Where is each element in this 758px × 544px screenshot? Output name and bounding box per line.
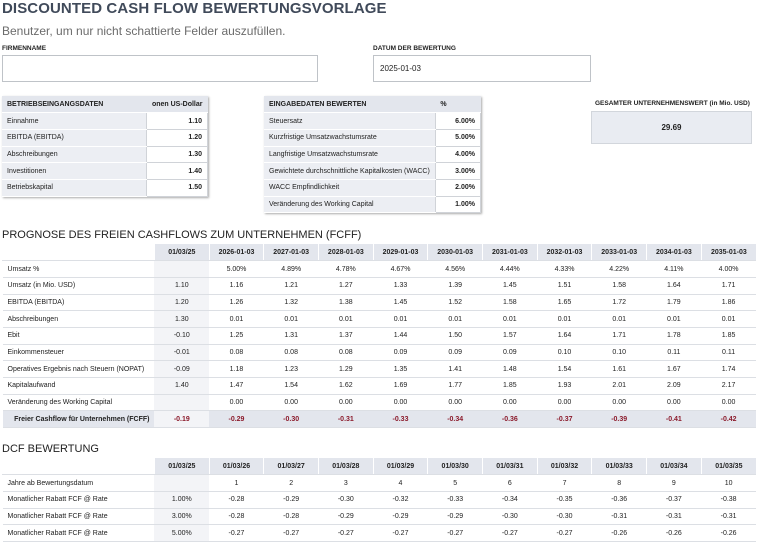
cell-value: -0.30 bbox=[483, 508, 538, 525]
cell-value: -0.27 bbox=[537, 525, 592, 542]
cell-value[interactable]: 3.00% bbox=[435, 163, 480, 180]
cell-value: 1.44 bbox=[373, 327, 428, 344]
cell-value: 2 bbox=[264, 475, 319, 492]
cell-value: 5.00% bbox=[154, 525, 209, 542]
cell-value: 4.56% bbox=[428, 261, 483, 278]
cell-value: 0.00 bbox=[483, 394, 538, 411]
cell-value: 1.71 bbox=[701, 277, 756, 294]
operating-input-table bbox=[2, 96, 208, 197]
fcff-row bbox=[3, 361, 757, 378]
row-label: Monatlicher Rabatt FCF @ Rate bbox=[3, 491, 155, 508]
cell-value: 0.10 bbox=[537, 344, 592, 361]
cell-value: -0.30 bbox=[537, 508, 592, 525]
cell-value: 1.27 bbox=[319, 277, 374, 294]
cell-value: 9 bbox=[647, 475, 702, 492]
row-label: Kapitalaufwand bbox=[3, 378, 155, 395]
rates-row bbox=[264, 113, 481, 130]
cell-value: 4.33% bbox=[537, 261, 592, 278]
cell-value: -0.28 bbox=[209, 491, 264, 508]
cell-value: 1.45 bbox=[373, 294, 428, 311]
cell-value: -0.36 bbox=[592, 491, 647, 508]
cell-value: 0.01 bbox=[319, 311, 374, 328]
cell-value: 0.01 bbox=[537, 311, 592, 328]
cell-value: -0.31 bbox=[647, 508, 702, 525]
cell-value: 1.61 bbox=[592, 361, 647, 378]
column-header: 01/03/25 bbox=[154, 458, 209, 475]
cell-value: 4.11% bbox=[647, 261, 702, 278]
cell-value: 0.01 bbox=[701, 311, 756, 328]
valuation-date-input[interactable]: 2025-01-03 bbox=[373, 55, 591, 82]
cell-value: -0.19 bbox=[154, 411, 209, 428]
row-label: Abschreibungen bbox=[2, 146, 147, 163]
column-header: 01/03/28 bbox=[319, 458, 374, 475]
cell-value: 0.01 bbox=[592, 311, 647, 328]
row-label: Betriebskapital bbox=[2, 179, 147, 196]
row-label: Monatlicher Rabatt FCF @ Rate bbox=[3, 508, 155, 525]
cell-value: -0.27 bbox=[264, 525, 319, 542]
row-label: Langfristige Umsatzwachstumsrate bbox=[264, 146, 435, 163]
column-header: 01/03/30 bbox=[428, 458, 483, 475]
cell-value: 1.26 bbox=[209, 294, 264, 311]
cell-value: -0.34 bbox=[428, 411, 483, 428]
cell-value: 0.01 bbox=[428, 311, 483, 328]
row-label: Gewichtete durchschnittliche Kapitalkosten (WACC) bbox=[264, 163, 435, 180]
cell-value: 1 bbox=[209, 475, 264, 492]
cell-value: -0.10 bbox=[154, 327, 209, 344]
cell-value: 1.37 bbox=[319, 327, 374, 344]
column-header: 01/03/31 bbox=[483, 458, 538, 475]
column-header: 2030-01-03 bbox=[428, 244, 483, 261]
fcff-row bbox=[3, 394, 757, 411]
cell-value: -0.32 bbox=[373, 491, 428, 508]
cell-value: 1.72 bbox=[592, 294, 647, 311]
cell-value[interactable]: 1.30 bbox=[147, 146, 208, 163]
cell-value: 1.35 bbox=[373, 361, 428, 378]
cell-value: 4.44% bbox=[483, 261, 538, 278]
cell-value: -0.29 bbox=[319, 508, 374, 525]
cell-value: 1.10 bbox=[154, 277, 209, 294]
rates-row bbox=[264, 129, 481, 146]
cell-value: % bbox=[435, 96, 480, 113]
cell-value bbox=[154, 475, 209, 492]
cell-value: 0.09 bbox=[428, 344, 483, 361]
cell-value: -0.01 bbox=[154, 344, 209, 361]
cell-value: 0.01 bbox=[483, 311, 538, 328]
cell-value: -0.28 bbox=[264, 508, 319, 525]
cell-value: 0.01 bbox=[209, 311, 264, 328]
cell-value: 1.25 bbox=[209, 327, 264, 344]
row-label: EBITDA (EBITDA) bbox=[3, 294, 155, 311]
cell-value: 1.67 bbox=[647, 361, 702, 378]
cell-value: 2.09 bbox=[647, 378, 702, 395]
dcf-section-title: DCF BEWERTUNG bbox=[2, 443, 99, 455]
cell-value: 1.47 bbox=[209, 378, 264, 395]
cell-value[interactable]: 1.40 bbox=[147, 163, 208, 180]
fcff-row bbox=[3, 378, 757, 395]
rates-row bbox=[264, 146, 481, 163]
row-label: Ebit bbox=[3, 327, 155, 344]
cell-value: 0.01 bbox=[264, 311, 319, 328]
row-label: Umsatz (in Mio. USD) bbox=[3, 277, 155, 294]
cell-value: 0.00 bbox=[373, 394, 428, 411]
fcff-row bbox=[3, 344, 757, 361]
cell-value: 1.40 bbox=[154, 378, 209, 395]
cell-value: -0.26 bbox=[647, 525, 702, 542]
row-label: Monatlicher Rabatt FCF @ Rate bbox=[3, 525, 155, 542]
row-label: Kurzfristige Umsatzwachstumsrate bbox=[264, 129, 435, 146]
total-value-label: GESAMTER UNTERNEHMENSWERT (in Mio. USD) bbox=[595, 100, 750, 107]
row-label: EBITDA (EBITDA) bbox=[2, 129, 147, 146]
fcff-table bbox=[2, 244, 756, 428]
column-header bbox=[3, 458, 155, 475]
column-header: 2026-01-03 bbox=[209, 244, 264, 261]
column-header: 2035-01-03 bbox=[701, 244, 756, 261]
fcff-row bbox=[3, 277, 757, 294]
cell-value: 1.54 bbox=[537, 361, 592, 378]
cell-value: 1.58 bbox=[592, 277, 647, 294]
cell-value: 0.00 bbox=[264, 394, 319, 411]
cell-value: 1.71 bbox=[592, 327, 647, 344]
cell-value: 1.18 bbox=[209, 361, 264, 378]
row-label: Operatives Ergebnis nach Steuern (NOPAT) bbox=[3, 361, 155, 378]
column-header: 2031-01-03 bbox=[483, 244, 538, 261]
cell-value bbox=[154, 394, 209, 411]
cell-value: 4.00% bbox=[701, 261, 756, 278]
cell-value: -0.39 bbox=[592, 411, 647, 428]
cell-value[interactable]: 1.00% bbox=[435, 196, 480, 213]
cell-value: 1.41 bbox=[428, 361, 483, 378]
cell-value: -0.37 bbox=[537, 411, 592, 428]
cell-value: 4.89% bbox=[264, 261, 319, 278]
dcf-table bbox=[2, 458, 756, 542]
row-label: Einkommensteuer bbox=[3, 344, 155, 361]
column-header: 2033-01-03 bbox=[592, 244, 647, 261]
dcf-header-row bbox=[3, 458, 757, 475]
rates-row bbox=[264, 179, 481, 196]
cell-value: 1.39 bbox=[428, 277, 483, 294]
cell-value: -0.34 bbox=[483, 491, 538, 508]
dcf-row bbox=[3, 508, 757, 525]
cell-value: onen US-Dollar bbox=[147, 96, 208, 113]
cell-value: -0.31 bbox=[701, 508, 756, 525]
row-label: BETRIEBSEINGANGSDATEN bbox=[2, 96, 147, 113]
cell-value: 3.00% bbox=[154, 508, 209, 525]
cell-value: 1.16 bbox=[209, 277, 264, 294]
operating-header-row bbox=[2, 96, 208, 113]
cell-value: 0.00 bbox=[537, 394, 592, 411]
cell-value: 7 bbox=[537, 475, 592, 492]
cell-value: 0.00 bbox=[319, 394, 374, 411]
row-label: Freier Cashflow für Unternehmen (FCFF) bbox=[3, 411, 155, 428]
column-header: 01/03/27 bbox=[264, 458, 319, 475]
cell-value: -0.37 bbox=[647, 491, 702, 508]
cell-value: -0.30 bbox=[319, 491, 374, 508]
cell-value: 0.10 bbox=[592, 344, 647, 361]
dcf-row bbox=[3, 475, 757, 492]
fcff-row bbox=[3, 327, 757, 344]
cell-value: 1.58 bbox=[483, 294, 538, 311]
cell-value: -0.42 bbox=[701, 411, 756, 428]
cell-value: 0.11 bbox=[701, 344, 756, 361]
cell-value: -0.26 bbox=[592, 525, 647, 542]
cell-value: 0.01 bbox=[647, 311, 702, 328]
cell-value: 0.00 bbox=[428, 394, 483, 411]
cell-value: 4.67% bbox=[373, 261, 428, 278]
row-label: Jahre ab Bewertungsdatum bbox=[3, 475, 155, 492]
column-header: 2034-01-03 bbox=[647, 244, 702, 261]
cell-value: 5 bbox=[428, 475, 483, 492]
cell-value: -0.27 bbox=[209, 525, 264, 542]
cell-value: 3 bbox=[319, 475, 374, 492]
cell-value: -0.09 bbox=[154, 361, 209, 378]
valuation-date-label: DATUM DER BEWERTUNG bbox=[373, 45, 456, 52]
column-header: 2032-01-03 bbox=[537, 244, 592, 261]
column-header: 01/03/25 bbox=[154, 244, 209, 261]
cell-value: 0.00 bbox=[647, 394, 702, 411]
cell-value: 1.31 bbox=[264, 327, 319, 344]
column-header: 01/03/34 bbox=[647, 458, 702, 475]
cell-value: 8 bbox=[592, 475, 647, 492]
cell-value: 1.57 bbox=[483, 327, 538, 344]
page-title: DISCOUNTED CASH FLOW BEWERTUNGSVORLAGE bbox=[2, 0, 387, 17]
column-header: 2027-01-03 bbox=[264, 244, 319, 261]
cell-value: -0.29 bbox=[209, 411, 264, 428]
cell-value: 1.38 bbox=[319, 294, 374, 311]
cell-value: 0.01 bbox=[373, 311, 428, 328]
cell-value: 4.78% bbox=[319, 261, 374, 278]
cell-value: 6 bbox=[483, 475, 538, 492]
cell-value: -0.27 bbox=[373, 525, 428, 542]
column-header: 01/03/32 bbox=[537, 458, 592, 475]
row-label: EINGABEDATEN BEWERTEN bbox=[264, 96, 435, 113]
cell-value: 0.09 bbox=[483, 344, 538, 361]
cell-value: 1.23 bbox=[264, 361, 319, 378]
cell-value[interactable]: 1.20 bbox=[147, 129, 208, 146]
cell-value: 1.77 bbox=[428, 378, 483, 395]
cell-value: 0.00 bbox=[592, 394, 647, 411]
fcff-header-row bbox=[3, 244, 757, 261]
cell-value: -0.31 bbox=[319, 411, 374, 428]
cell-value: 1.51 bbox=[537, 277, 592, 294]
cell-value: -0.26 bbox=[701, 525, 756, 542]
cell-value: -0.33 bbox=[428, 491, 483, 508]
column-header bbox=[3, 244, 155, 261]
cell-value: 4.22% bbox=[592, 261, 647, 278]
cell-value: 2.17 bbox=[701, 378, 756, 395]
cell-value: 1.52 bbox=[428, 294, 483, 311]
cell-value: -0.28 bbox=[209, 508, 264, 525]
operating-row bbox=[2, 163, 208, 180]
row-label: Umsatz % bbox=[3, 261, 155, 278]
cell-value: 1.48 bbox=[483, 361, 538, 378]
cell-value: 1.86 bbox=[701, 294, 756, 311]
cell-value: 0.08 bbox=[319, 344, 374, 361]
cell-value: 1.64 bbox=[647, 277, 702, 294]
rates-row bbox=[264, 196, 481, 213]
rates-header-row bbox=[264, 96, 481, 113]
cell-value: 1.50 bbox=[428, 327, 483, 344]
cell-value: 1.33 bbox=[373, 277, 428, 294]
operating-row bbox=[2, 129, 208, 146]
cell-value[interactable]: 5.00% bbox=[435, 129, 480, 146]
cell-value: -0.41 bbox=[647, 411, 702, 428]
column-header: 2029-01-03 bbox=[373, 244, 428, 261]
row-label: Veränderung des Working Capital bbox=[264, 196, 435, 213]
cell-value: 5.00% bbox=[209, 261, 264, 278]
column-header: 01/03/29 bbox=[373, 458, 428, 475]
cell-value: 0.00 bbox=[209, 394, 264, 411]
cell-value[interactable]: 1.50 bbox=[147, 179, 208, 196]
column-header: 01/03/35 bbox=[701, 458, 756, 475]
row-label: Abschreibungen bbox=[3, 311, 155, 328]
valuation-input-table bbox=[264, 96, 481, 213]
operating-row bbox=[2, 113, 208, 130]
cell-value: 1.74 bbox=[701, 361, 756, 378]
cell-value: 1.20 bbox=[154, 294, 209, 311]
rates-row bbox=[264, 163, 481, 180]
row-label: Veränderung des Working Capital bbox=[3, 394, 155, 411]
cell-value: -0.30 bbox=[264, 411, 319, 428]
fcff-row bbox=[3, 261, 757, 278]
column-header: 2028-01-03 bbox=[319, 244, 374, 261]
cell-value[interactable]: 6.00% bbox=[435, 113, 480, 130]
cell-value: 2.01 bbox=[592, 378, 647, 395]
cell-value: 1.93 bbox=[537, 378, 592, 395]
cell-value: 1.79 bbox=[647, 294, 702, 311]
cell-value: 1.62 bbox=[319, 378, 374, 395]
cell-value: 1.78 bbox=[647, 327, 702, 344]
cell-value: 1.64 bbox=[537, 327, 592, 344]
fcff-total-row bbox=[3, 411, 757, 428]
cell-value: 0.08 bbox=[264, 344, 319, 361]
fcff-section-title: PROGNOSE DES FREIEN CASHFLOWS ZUM UNTERNEHMEN (FCFF) bbox=[2, 229, 362, 241]
cell-value: -0.31 bbox=[592, 508, 647, 525]
cell-value: -0.29 bbox=[373, 508, 428, 525]
cell-value: 1.21 bbox=[264, 277, 319, 294]
cell-value[interactable]: 1.10 bbox=[147, 113, 208, 130]
cell-value: -0.38 bbox=[701, 491, 756, 508]
cell-value: -0.27 bbox=[428, 525, 483, 542]
cell-value: -0.27 bbox=[319, 525, 374, 542]
row-label: WACC Empfindlichkeit bbox=[264, 179, 435, 196]
cell-value: -0.29 bbox=[428, 508, 483, 525]
cell-value: 1.30 bbox=[154, 311, 209, 328]
cell-value[interactable]: 2.00% bbox=[435, 179, 480, 196]
cell-value: -0.29 bbox=[264, 491, 319, 508]
cell-value: 1.85 bbox=[701, 327, 756, 344]
cell-value: 1.69 bbox=[373, 378, 428, 395]
row-label: Steuersatz bbox=[264, 113, 435, 130]
cell-value: 0.09 bbox=[373, 344, 428, 361]
cell-value: -0.36 bbox=[483, 411, 538, 428]
cell-value: 1.65 bbox=[537, 294, 592, 311]
cell-value: 4 bbox=[373, 475, 428, 492]
cell-value: 1.00% bbox=[154, 491, 209, 508]
operating-row bbox=[2, 179, 208, 196]
cell-value: 0.08 bbox=[209, 344, 264, 361]
cell-value: 0.11 bbox=[647, 344, 702, 361]
fcff-row bbox=[3, 311, 757, 328]
cell-value: -0.35 bbox=[537, 491, 592, 508]
dcf-row bbox=[3, 525, 757, 542]
firm-name-input[interactable] bbox=[2, 55, 318, 82]
row-label: Investitionen bbox=[2, 163, 147, 180]
cell-value: 0.00 bbox=[701, 394, 756, 411]
fcff-row bbox=[3, 294, 757, 311]
cell-value bbox=[154, 261, 209, 278]
row-label: Einnahme bbox=[2, 113, 147, 130]
column-header: 01/03/33 bbox=[592, 458, 647, 475]
cell-value: -0.33 bbox=[373, 411, 428, 428]
cell-value[interactable]: 4.00% bbox=[435, 146, 480, 163]
cell-value: 1.29 bbox=[319, 361, 374, 378]
cell-value: 1.54 bbox=[264, 378, 319, 395]
cell-value: -0.27 bbox=[483, 525, 538, 542]
cell-value: 10 bbox=[701, 475, 756, 492]
firm-name-label: FIRMENNAME bbox=[2, 45, 47, 52]
cell-value: 1.45 bbox=[483, 277, 538, 294]
total-value: 29.69 bbox=[591, 111, 752, 144]
operating-row bbox=[2, 146, 208, 163]
cell-value: 1.32 bbox=[264, 294, 319, 311]
column-header: 01/03/26 bbox=[209, 458, 264, 475]
cell-value: 1.85 bbox=[483, 378, 538, 395]
page-subtitle: Benutzer, um nur nicht schattierte Felder auszufüllen. bbox=[2, 24, 286, 38]
dcf-row bbox=[3, 491, 757, 508]
